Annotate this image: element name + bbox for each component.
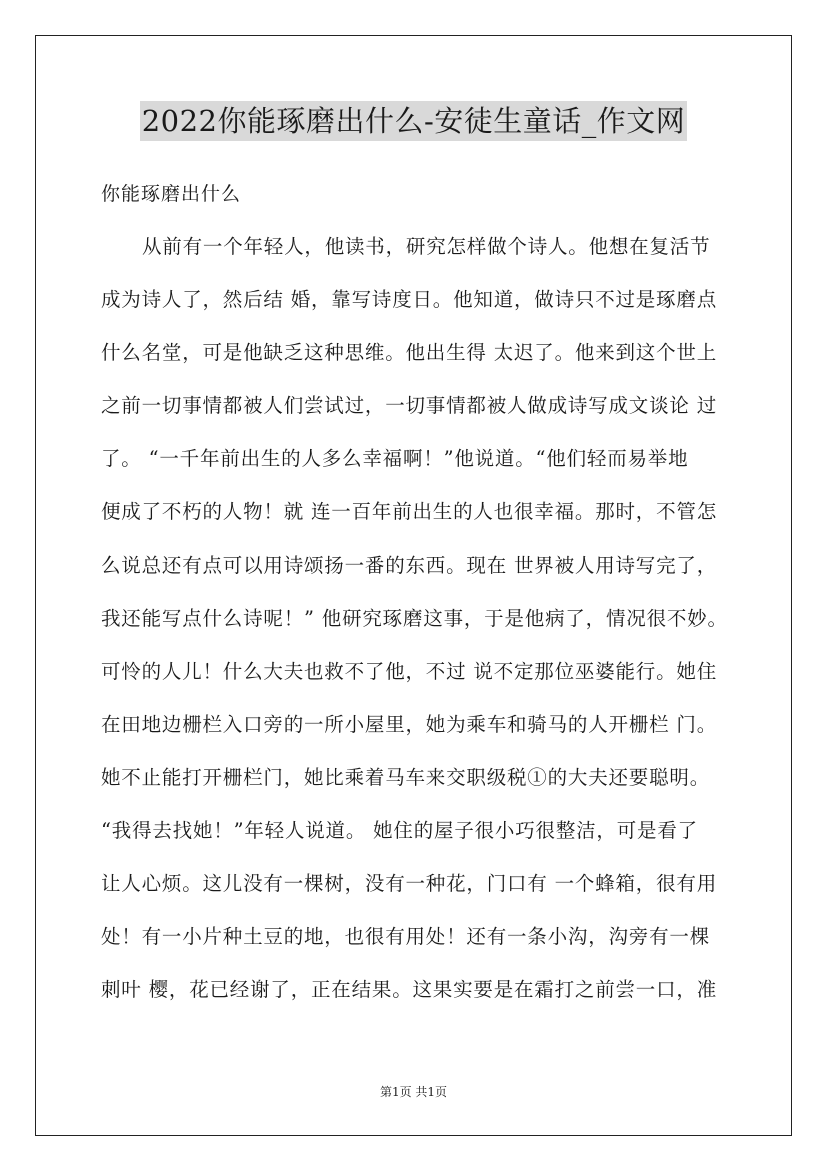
article-subtitle: 你能琢磨出什么 bbox=[101, 183, 242, 205]
text-line: “我得去找她！”年轻人说道。 她住的屋子很小巧很整洁，可是看了 bbox=[101, 819, 698, 843]
title-container bbox=[0, 101, 827, 141]
text-line: 她不止能打开栅栏门，她比乘着马车来交职级税①的大夫还要聪明。 bbox=[101, 765, 711, 789]
text-line: 处！有一小片种土豆的地，也很有用处！还有一条小沟，沟旁有一棵 bbox=[101, 925, 711, 949]
text-line: 什么名堂，可是他缺乏这种思维。他出生得 太迟了。他来到这个世上 bbox=[101, 341, 717, 365]
text-line: 么说总还有点可以用诗颂扬一番的东西。现在 世界被人用诗写完了， bbox=[101, 553, 717, 577]
text-line: 我还能写点什么诗呢！” 他研究琢磨这事，于是他病了，情况很不妙。 bbox=[101, 606, 728, 630]
text-line: 便成了不朽的人物！就 连一百年前出生的人也很幸福。那时，不管怎 bbox=[101, 500, 717, 524]
article-body bbox=[101, 230, 731, 1026]
text-line: 之前一切事情都被人们尝试过，一切事情都被人做成诗写成文谈论 过 bbox=[101, 394, 717, 418]
text-line: 让人心烦。这儿没有一棵树，没有一种花，门口有 一个蜂箱，很有用 bbox=[101, 872, 717, 896]
text-line: 了。 “一千年前出生的人多么幸福啊！”他说道。“他们轻而易举地 bbox=[101, 447, 689, 471]
text-line: 在田地边栅栏入口旁的一所小屋里，她为乘车和骑马的人开栅栏 门。 bbox=[101, 712, 717, 736]
text-line: 成为诗人了，然后结 婚，靠写诗度日。他知道，做诗只不过是琢磨点 bbox=[101, 288, 717, 312]
text-line: 从前有一个年轻人，他读书，研究怎样做个诗人。他想在复活节 bbox=[142, 235, 711, 258]
text-line: 可怜的人儿！什么大夫也救不了他，不过 说不定那位巫婆能行。她住 bbox=[101, 659, 717, 683]
text-line: 刺叶 樱，花已经谢了，正在结果。这果实要是在霜打之前尝一口，准 bbox=[101, 978, 717, 1002]
document-title: 2022你能琢磨出什么-安徒生童话_作文网 bbox=[140, 101, 688, 141]
page-number-footer: 第1页 共1页 bbox=[379, 1085, 448, 1099]
